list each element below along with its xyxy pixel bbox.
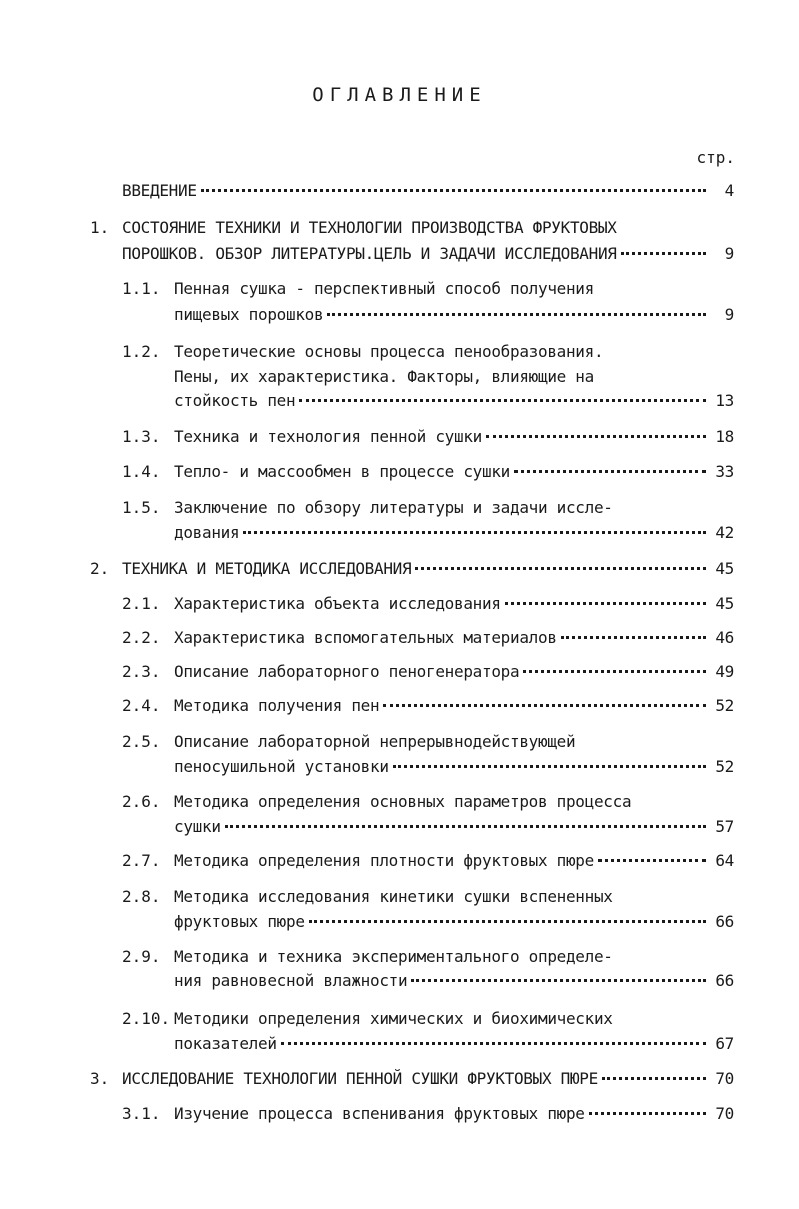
- toc-page-number: 57: [715, 817, 734, 836]
- toc-page-number: 33: [715, 462, 734, 481]
- toc-page-number: 18: [715, 427, 734, 446]
- toc-entry-text: Заключение по обзору литературы и задачи иссле-: [174, 498, 613, 517]
- toc-page-number: 66: [715, 971, 734, 990]
- toc-page-number: 52: [715, 757, 734, 776]
- toc-entry-text: Пены, их характеристика. Факторы, влияющие на: [174, 367, 594, 386]
- toc-page-number: 46: [715, 628, 734, 647]
- toc-entry-number: 2.7.: [122, 851, 161, 870]
- toc-page-number: 42: [715, 523, 734, 542]
- toc-entry-text: Тепло- и массообмен в процессе сушки: [174, 462, 510, 481]
- toc-entry-2-9: [174, 970, 734, 992]
- toc-entry-text: ния равновесной влажности: [174, 971, 408, 990]
- leader-dots: [327, 313, 706, 316]
- toc-entry-number: 2.8.: [122, 887, 161, 906]
- toc-entry-number: 1.5.: [122, 498, 161, 517]
- toc-entry-introduction: [122, 180, 734, 202]
- toc-entry-text: ТЕХНИКА И МЕТОДИКА ИССЛЕДОВАНИЯ: [122, 559, 412, 578]
- toc-entry-1-2: [174, 390, 734, 412]
- leader-dots: [415, 567, 706, 570]
- toc-page-number: 64: [715, 851, 734, 870]
- toc-entry-text: пеносушильной установки: [174, 757, 389, 776]
- leader-dots: [393, 765, 706, 768]
- leader-dots: [383, 704, 706, 707]
- toc-entry-number: 1.1.: [122, 279, 161, 298]
- leader-dots: [598, 859, 706, 862]
- leader-dots: [243, 531, 706, 534]
- toc-entry-text: ПОРОШКОВ. ОБЗОР ЛИТЕРАТУРЫ.ЦЕЛЬ И ЗАДАЧИ ИССЛЕДОВАНИЯ: [122, 244, 617, 263]
- page-column-label: стр.: [696, 148, 735, 167]
- leader-dots: [411, 979, 706, 982]
- toc-entry-text: ВВЕДЕНИЕ: [122, 181, 197, 200]
- leader-dots: [486, 435, 706, 438]
- toc-entry-2-6: [174, 816, 734, 838]
- toc-entry-2-3: [174, 661, 734, 683]
- leader-dots: [505, 602, 706, 605]
- toc-entry-number: 2.3.: [122, 662, 161, 681]
- page-title: ОГЛАВЛЕНИЕ: [312, 84, 487, 106]
- toc-entry-1-4: [174, 461, 734, 483]
- leader-dots: [281, 1042, 706, 1045]
- toc-entry-number: 3.: [90, 1069, 110, 1088]
- toc-entry-2: [122, 558, 734, 580]
- leader-dots: [201, 189, 706, 192]
- toc-entry-text: Методика определения плотности фруктовых пюре: [174, 851, 594, 870]
- toc-entry-text: Пенная сушка - перспективный способ получения: [174, 279, 594, 298]
- toc-entry-text: Изучение процесса вспенивания фруктовых пюре: [174, 1104, 585, 1123]
- toc-entry-text: Методики определения химических и биохимических: [174, 1009, 613, 1028]
- toc-entry-number: 2.: [90, 559, 110, 578]
- toc-page-number: 67: [715, 1034, 734, 1053]
- toc-page-number: 52: [715, 696, 734, 715]
- toc-entry-text: Методика определения основных параметров процесса: [174, 792, 632, 811]
- toc-entry-number: 1.2.: [122, 342, 161, 361]
- toc-entry-text: ИССЛЕДОВАНИЕ ТЕХНОЛОГИИ ПЕННОЙ СУШКИ ФРУКТОВЫХ ПЮРЕ: [122, 1069, 598, 1088]
- toc-entry-text: пищевых порошков: [174, 305, 324, 324]
- toc-page-number: 45: [715, 594, 734, 613]
- toc-page-number: 49: [715, 662, 734, 681]
- toc-entry-3: [122, 1068, 734, 1090]
- toc-entry-number: 2.1.: [122, 594, 161, 613]
- toc-entry-text: дования: [174, 523, 240, 542]
- toc-entry-2-8: [174, 911, 734, 933]
- leader-dots: [514, 470, 706, 473]
- toc-entry-number: 1.4.: [122, 462, 161, 481]
- toc-entry-number: 2.9.: [122, 947, 161, 966]
- leader-dots: [523, 670, 706, 673]
- toc-page-number: 70: [715, 1104, 734, 1123]
- leader-dots: [299, 399, 706, 402]
- toc-entry-text: Методика получения пен: [174, 696, 380, 715]
- toc-page-number: 70: [715, 1069, 734, 1088]
- toc-entry-2-2: [174, 627, 734, 649]
- toc-entry-text: Описание лабораторной непрерывнодействующей: [174, 732, 576, 751]
- toc-entry-text: Характеристика вспомогательных материалов: [174, 628, 557, 647]
- toc-entry-number: 2.10.: [122, 1009, 171, 1028]
- toc-entry-1-1: [174, 304, 734, 326]
- toc-entry-number: 3.1.: [122, 1104, 161, 1123]
- toc-entry-text: стойкость пен: [174, 391, 296, 410]
- toc-page-number: 4: [724, 181, 734, 200]
- toc-entry-number: 2.4.: [122, 696, 161, 715]
- toc-entry-text: Характеристика объекта исследования: [174, 594, 501, 613]
- toc-entry-3-1: [174, 1103, 734, 1125]
- toc-entry-text: Методика и техника экспериментального определе-: [174, 947, 613, 966]
- toc-page-number: 13: [715, 391, 734, 410]
- toc-page-number: 66: [715, 912, 734, 931]
- toc-entry-1: [122, 243, 734, 265]
- toc-entry-1-3: [174, 426, 734, 448]
- leader-dots: [589, 1112, 706, 1115]
- toc-entry-2-1: [174, 593, 734, 615]
- toc-entry-number: 2.2.: [122, 628, 161, 647]
- toc-entry-number: 2.5.: [122, 732, 161, 751]
- leader-dots: [309, 920, 706, 923]
- toc-entry-text: показателей: [174, 1034, 277, 1053]
- toc-entry-text: сушки: [174, 817, 221, 836]
- toc-entry-2-5: [174, 756, 734, 778]
- toc-page-number: 9: [724, 244, 734, 263]
- leader-dots: [225, 825, 706, 828]
- toc-entry-2-7: [174, 850, 734, 872]
- toc-entry-text: СОСТОЯНИЕ ТЕХНИКИ И ТЕХНОЛОГИИ ПРОИЗВОДСТВА ФРУКТОВЫХ: [122, 218, 617, 237]
- toc-entry-text: фруктовых пюре: [174, 912, 305, 931]
- toc-entry-number: 1.3.: [122, 427, 161, 446]
- toc-page-number: 9: [724, 305, 734, 324]
- toc-entry-1-5: [174, 522, 734, 544]
- toc-entry-text: Теоретические основы процесса пенообразования.: [174, 342, 604, 361]
- toc-entry-text: Техника и технология пенной сушки: [174, 427, 482, 446]
- toc-entry-text: Описание лабораторного пеногенератора: [174, 662, 520, 681]
- leader-dots: [602, 1077, 706, 1080]
- leader-dots: [561, 636, 706, 639]
- leader-dots: [621, 252, 706, 255]
- toc-entry-2-4: [174, 695, 734, 717]
- toc-entry-text: Методика исследования кинетики сушки вспененных: [174, 887, 613, 906]
- toc-entry-2-10: [174, 1033, 734, 1055]
- toc-entry-number: 2.6.: [122, 792, 161, 811]
- toc-page-number: 45: [715, 559, 734, 578]
- toc-entry-number: 1.: [90, 218, 110, 237]
